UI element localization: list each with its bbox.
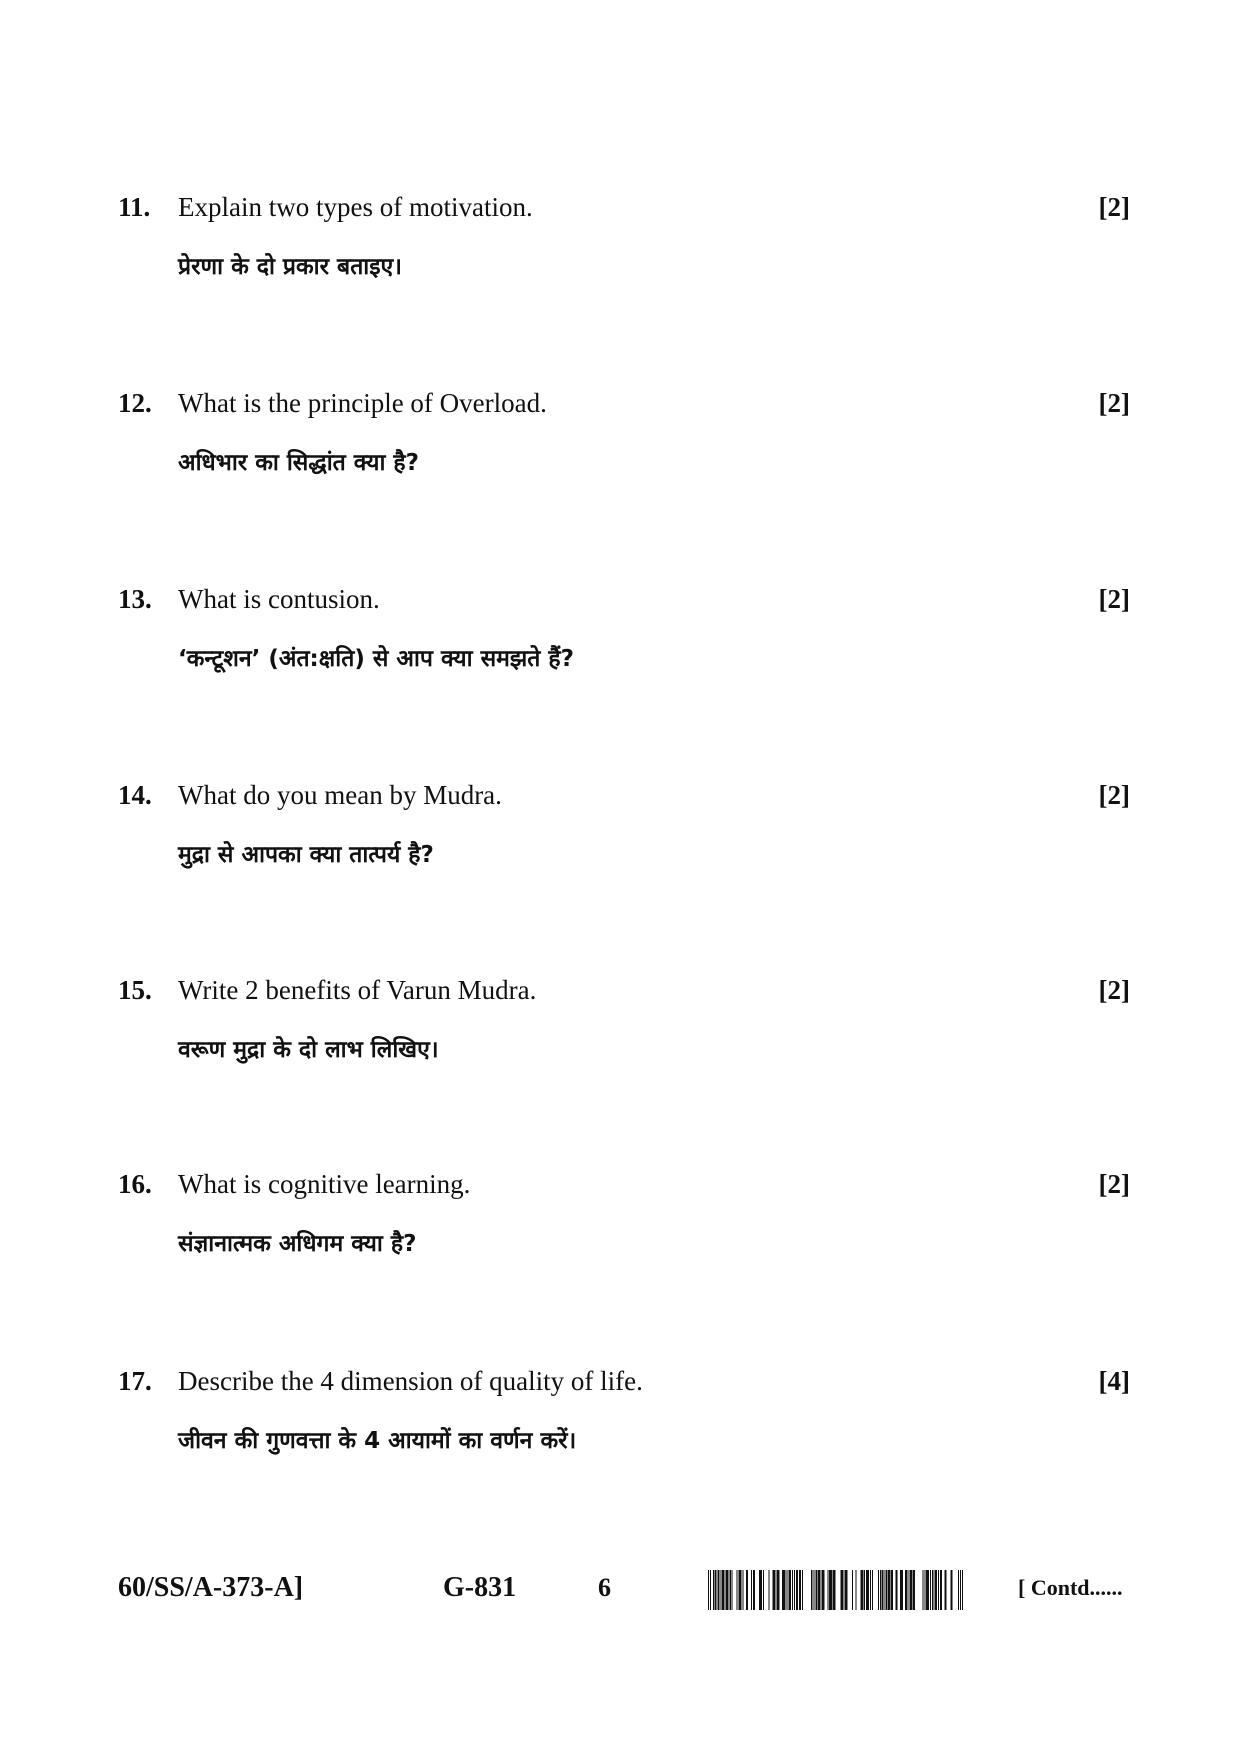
question-number: 11. (118, 192, 151, 222)
paper-series: G-831 (443, 1572, 517, 1603)
question-number: 15. (118, 975, 152, 1005)
question-marks: [2] (1098, 780, 1130, 810)
question-text-english: Explain two types of motivation. (178, 192, 533, 222)
question-marks: [2] (1098, 584, 1130, 614)
question-16 (118, 1167, 1130, 1287)
question-text-english: Describe the 4 dimension of quality of life. (178, 1366, 643, 1396)
page-number: 6 (598, 1573, 611, 1602)
question-text-english: Write 2 benefits of Varun Mudra. (178, 975, 537, 1005)
question-text-hindi: अधिभार का सिद्धांत क्या है? (178, 450, 419, 476)
question-12 (118, 386, 1130, 506)
question-13 (118, 582, 1130, 702)
question-17 (118, 1364, 1130, 1484)
question-text-english: What do you mean by Mudra. (178, 780, 502, 810)
question-text-english: What is the principle of Overload. (178, 388, 547, 418)
question-text-hindi: ‘कन्टूशन’ (अंत:क्षति) से आप क्या समझते हैं? (178, 646, 574, 672)
paper-code: 60/SS/A-373-A] (118, 1572, 304, 1603)
question-marks: [4] (1098, 1366, 1130, 1396)
question-text-english: What is contusion. (178, 584, 380, 614)
question-text-hindi: जीवन की गुणवत्ता के 4 आयामों का वर्णन करें। (178, 1428, 577, 1454)
question-text-hindi: प्रेरणा के दो प्रकार बताइए। (178, 254, 402, 280)
question-text-hindi: मुद्रा से आपका क्या तात्पर्य है? (178, 842, 434, 868)
question-number: 14. (118, 780, 152, 810)
question-number: 17. (118, 1366, 152, 1396)
question-text-hindi: वरूण मुद्रा के दो लाभ लिखिए। (178, 1037, 439, 1063)
question-number: 16. (118, 1169, 152, 1199)
question-text-hindi: संज्ञानात्मक अधिगम क्या है? (178, 1231, 417, 1257)
question-text-english: What is cognitive learning. (178, 1169, 471, 1199)
barcode-icon (708, 1570, 963, 1610)
continued-label: [ Contd...... (1018, 1575, 1123, 1600)
question-number: 12. (118, 388, 152, 418)
question-marks: [2] (1098, 388, 1130, 418)
question-15 (118, 973, 1130, 1093)
question-marks: [2] (1098, 192, 1130, 222)
question-number: 13. (118, 584, 152, 614)
page-footer (118, 1568, 1138, 1618)
question-marks: [2] (1098, 1169, 1130, 1199)
question-11 (118, 190, 1130, 310)
question-marks: [2] (1098, 975, 1130, 1005)
question-14 (118, 778, 1130, 898)
